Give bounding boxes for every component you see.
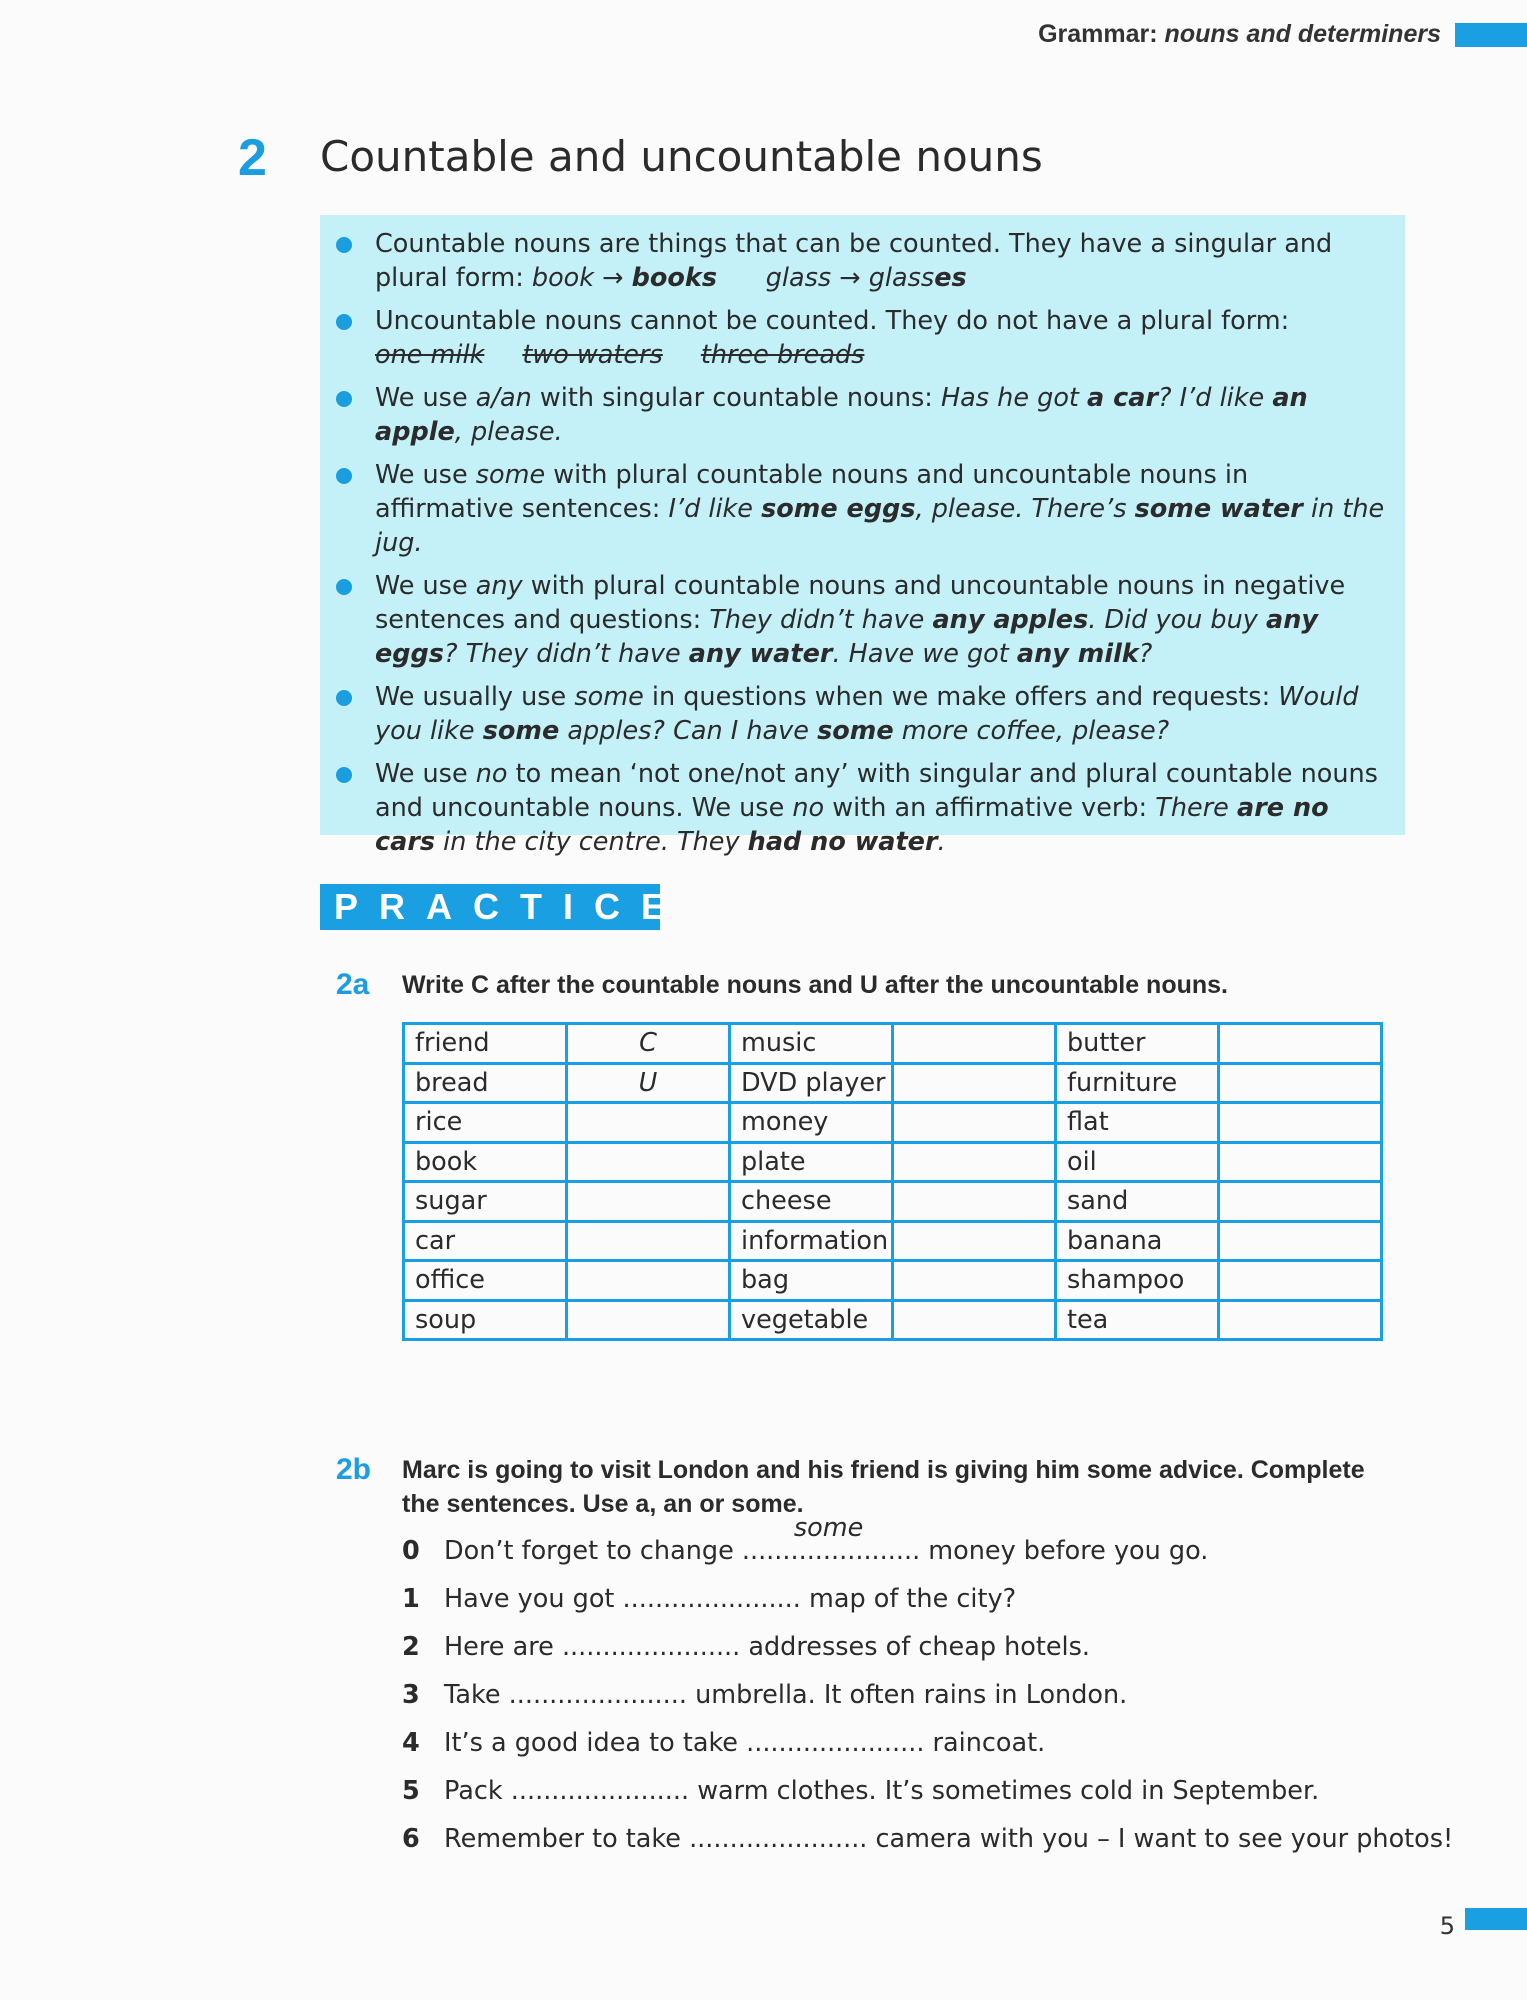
header-accent-bar — [1455, 23, 1527, 47]
sentence-after: addresses of cheap hotels. — [740, 1632, 1091, 1662]
unit-number: 2 — [238, 129, 267, 187]
rule-no: We use no to mean ‘not one/not any’ with singular and plural countable nouns and uncountable nouns. We use no with an affirmative verb: There are no cars in the city centre. They had no water. — [320, 757, 1385, 859]
answer-cell[interactable] — [1219, 1142, 1382, 1182]
blank-dots: ...................... — [561, 1632, 741, 1662]
noun-cell: cheese — [730, 1182, 893, 1222]
table-row — [404, 1142, 1382, 1182]
answer-cell[interactable] — [567, 1300, 730, 1340]
noun-cell: rice — [404, 1103, 567, 1143]
noun-cell: furniture — [1056, 1063, 1219, 1103]
answer-cell[interactable] — [1219, 1182, 1382, 1222]
blank-dots: ...................... — [689, 1824, 868, 1854]
bullet-icon — [336, 468, 352, 484]
answer-cell[interactable]: C — [567, 1024, 730, 1064]
table-row — [404, 1024, 1382, 1064]
exercise-2b-number: 2b — [336, 1453, 372, 1486]
answer-cell[interactable] — [893, 1103, 1056, 1143]
sentence-item — [402, 1513, 1453, 1575]
rule-any: We use any with plural countable nouns and uncountable nouns in negative sentences and questions: They didn’t have any apples. Did you buy any eggs? They didn’t have any water. Have we got any milk? — [320, 569, 1385, 671]
noun-cell: information — [730, 1221, 893, 1261]
rule-some-offers: We usually use some in questions when we make offers and requests: Would you like some apples? Can I have some more coffee, please? — [320, 680, 1385, 748]
answer-cell[interactable] — [1219, 1221, 1382, 1261]
bullet-icon — [336, 767, 352, 783]
noun-cell: sand — [1056, 1182, 1219, 1222]
practice-banner: PRACTICE — [320, 884, 660, 930]
noun-cell: butter — [1056, 1024, 1219, 1064]
noun-cell: soup — [404, 1300, 567, 1340]
table-row — [404, 1103, 1382, 1143]
table-row — [404, 1182, 1382, 1222]
answer-cell[interactable] — [1219, 1024, 1382, 1064]
answer-cell[interactable] — [893, 1261, 1056, 1301]
rule-some: We use some with plural countable nouns and uncountable nouns in affirmative sentences: I’d like some eggs, please. There’s some water in the jug. — [320, 458, 1385, 560]
sentence-after: umbrella. It often rains in London. — [686, 1680, 1128, 1710]
sentence-after: map of the city? — [800, 1584, 1017, 1614]
sentence-number: 4 — [402, 1728, 420, 1758]
sentence-item — [402, 1575, 1453, 1623]
bullet-icon — [336, 237, 352, 253]
noun-cell: bag — [730, 1261, 893, 1301]
sentence-number: 2 — [402, 1632, 420, 1662]
answer-cell[interactable] — [1219, 1261, 1382, 1301]
blank-dots: ...................... — [510, 1776, 690, 1806]
bullet-icon — [336, 391, 352, 407]
sentence-before: Pack — [444, 1776, 511, 1806]
table-row — [404, 1063, 1382, 1103]
noun-cell: friend — [404, 1024, 567, 1064]
page-accent-bar — [1465, 1908, 1527, 1930]
noun-cell: sugar — [404, 1182, 567, 1222]
answer-cell[interactable]: U — [567, 1063, 730, 1103]
sentence-before: It’s a good idea to take — [444, 1728, 747, 1758]
sentence-item — [402, 1815, 1453, 1863]
answer-cell[interactable] — [893, 1300, 1056, 1340]
answer-cell[interactable] — [1219, 1300, 1382, 1340]
nouns-table — [402, 1022, 1383, 1341]
exercise-2a-number: 2a — [336, 968, 370, 1001]
noun-cell: vegetable — [730, 1300, 893, 1340]
exercise-2b-instruction: Marc is going to visit London and his friend is giving him some advice. Complete the sentences. Use a, an or some. — [402, 1456, 1365, 1518]
answer-cell[interactable] — [893, 1221, 1056, 1261]
bullet-icon — [336, 314, 352, 330]
noun-cell: office — [404, 1261, 567, 1301]
sentence-before: Have you got — [444, 1584, 623, 1614]
answer-cell[interactable] — [567, 1261, 730, 1301]
answer-cell[interactable] — [1219, 1103, 1382, 1143]
answer-cell[interactable] — [1219, 1063, 1382, 1103]
running-header — [1038, 20, 1527, 49]
grammar-rules-box — [320, 215, 1405, 857]
sentence-list — [402, 1513, 1454, 1863]
sentence-item — [402, 1767, 1453, 1815]
noun-cell: DVD player — [730, 1063, 893, 1103]
answer-blank[interactable] — [689, 1815, 867, 1863]
sentence-after: raincoat. — [924, 1728, 1046, 1758]
answer-blank[interactable] — [511, 1767, 689, 1815]
noun-cell: tea — [1056, 1300, 1219, 1340]
answer-cell[interactable] — [893, 1063, 1056, 1103]
sentence-after: camera with you – I want to see your photos! — [867, 1824, 1454, 1854]
noun-cell: car — [404, 1221, 567, 1261]
noun-cell: oil — [1056, 1142, 1219, 1182]
sentence-before: Here are — [444, 1632, 562, 1662]
answer-blank[interactable] — [509, 1671, 687, 1719]
exercise-2a-instruction: Write C after the countable nouns and U after the uncountable nouns. — [402, 971, 1228, 999]
sentence-item — [402, 1671, 1453, 1719]
noun-cell: bread — [404, 1063, 567, 1103]
sentence-number: 5 — [402, 1776, 420, 1806]
answer-blank[interactable] — [562, 1623, 740, 1671]
sentence-number: 1 — [402, 1584, 420, 1614]
answer-cell[interactable] — [567, 1103, 730, 1143]
blank-answer: some — [793, 1513, 864, 1543]
noun-cell: flat — [1056, 1103, 1219, 1143]
noun-cell: plate — [730, 1142, 893, 1182]
sentence-number: 0 — [402, 1536, 420, 1566]
header-title: Grammar: nouns and determiners — [1038, 20, 1441, 48]
answer-blank[interactable] — [746, 1719, 924, 1767]
noun-cell: banana — [1056, 1221, 1219, 1261]
sentence-before: Don’t forget to change — [444, 1536, 742, 1566]
sentence-after: money before you go. — [920, 1536, 1209, 1566]
table-row — [404, 1221, 1382, 1261]
blank-dots: ...................... — [508, 1680, 687, 1710]
table-row — [404, 1300, 1382, 1340]
sentence-number: 3 — [402, 1680, 420, 1710]
rule-uncountable: Uncountable nouns cannot be counted. They do not have a plural form: one milk two waters three breads — [320, 304, 1385, 372]
bullet-icon — [336, 690, 352, 706]
answer-cell[interactable] — [567, 1182, 730, 1222]
rule-countable: Countable nouns are things that can be counted. They have a singular and plural form: book → books glass → glasses — [320, 227, 1385, 295]
sentence-number: 6 — [402, 1824, 420, 1854]
noun-cell: shampoo — [1056, 1261, 1219, 1301]
sentence-before: Remember to take — [444, 1824, 690, 1854]
bullet-icon — [336, 579, 352, 595]
table-row — [404, 1261, 1382, 1301]
rule-a-an: We use a/an with singular countable nouns: Has he got a car? I’d like an apple, please. — [320, 381, 1385, 449]
blank-dots: ...................... — [746, 1728, 925, 1758]
answer-cell[interactable] — [567, 1221, 730, 1261]
blank-dots: ...................... — [622, 1584, 801, 1614]
page-number: 5 — [1439, 1912, 1455, 1940]
answer-cell[interactable] — [567, 1142, 730, 1182]
answer-cell[interactable] — [893, 1182, 1056, 1222]
answer-cell[interactable] — [893, 1024, 1056, 1064]
sentence-item — [402, 1623, 1453, 1671]
sentence-after: warm clothes. It’s sometimes cold in September. — [689, 1776, 1320, 1806]
answer-cell[interactable] — [893, 1142, 1056, 1182]
blank-dots: ...................... — [741, 1536, 921, 1566]
answer-blank[interactable] — [741, 1513, 921, 1575]
noun-cell: book — [404, 1142, 567, 1182]
noun-cell: music — [730, 1024, 893, 1064]
unit-title: Countable and uncountable nouns — [320, 132, 1043, 181]
sentence-before: Take — [444, 1680, 509, 1710]
noun-cell: money — [730, 1103, 893, 1143]
answer-blank[interactable] — [623, 1575, 801, 1623]
sentence-item — [402, 1719, 1453, 1767]
